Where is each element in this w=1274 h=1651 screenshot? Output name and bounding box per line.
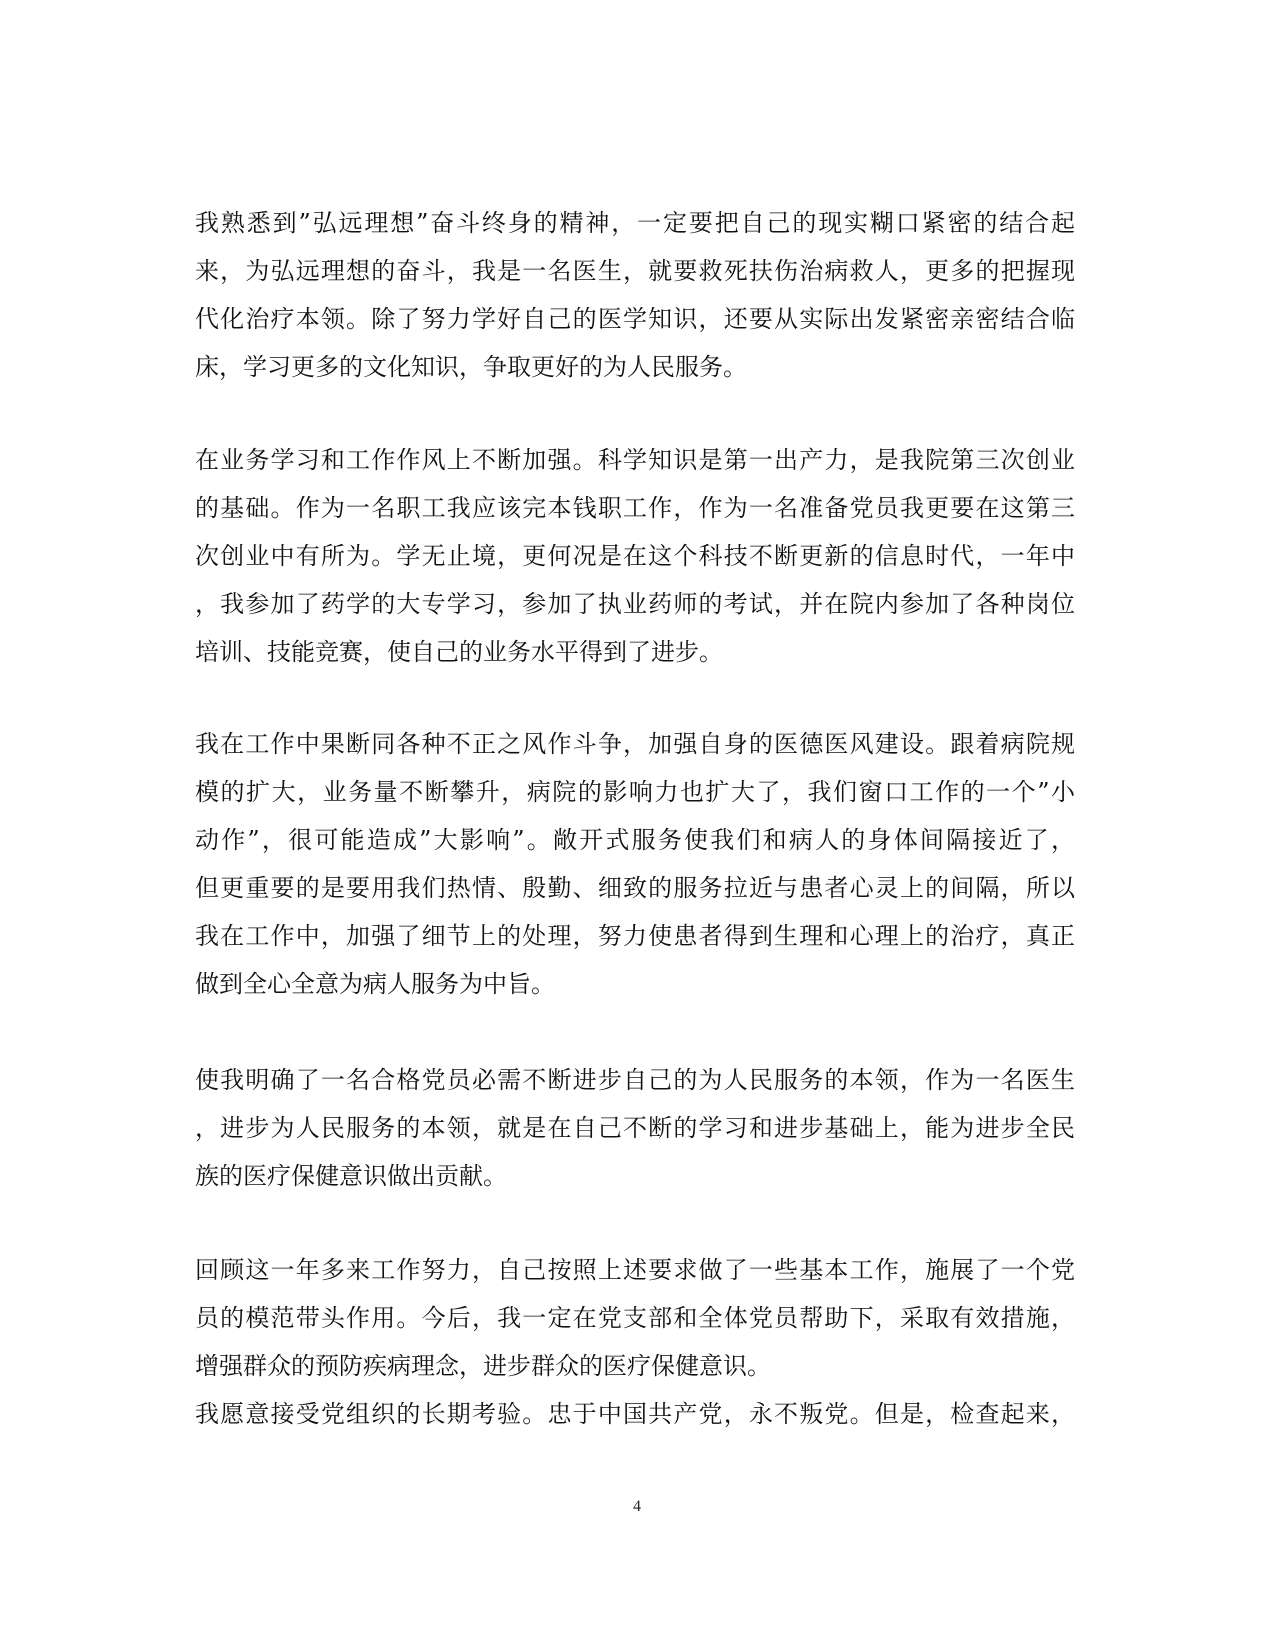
text-line: 族的医疗保健意识做出贡献。 <box>195 1162 507 1190</box>
text-line: 做到全心全意为病人服务为中旨。 <box>195 970 555 998</box>
text-line: 我在工作中，加强了细节上的处理，努力使患者得到生理和心理上的治疗，真正 <box>195 922 1075 950</box>
text-line: 的基础。作为一名职工我应该完本钱职工作，作为一名准备党员我更要在这第三 <box>195 494 1075 522</box>
paragraph-2 <box>195 436 1075 676</box>
text-line: 在业务学习和工作作风上不断加强。科学知识是第一出产力，是我院第三次创业 <box>195 446 1075 474</box>
text-line: 使我明确了一名合格党员必需不断进步自己的为人民服务的本领，作为一名医生 <box>195 1066 1075 1094</box>
text-line: 模的扩大，业务量不断攀升，病院的影响力也扩大了，我们窗口工作的一个”小 <box>195 778 1075 806</box>
text-line: 回顾这一年多来工作努力，自己按照上述要求做了一些基本工作，施展了一个党 <box>195 1256 1075 1284</box>
text-line: ，我参加了药学的大专学习，参加了执业药师的考试，并在院内参加了各种岗位 <box>195 590 1075 618</box>
text-line: 次创业中有所为。学无止境，更何况是在这个科技不断更新的信息时代，一年中 <box>195 542 1075 570</box>
text-line: 床，学习更多的文化知识，争取更好的为人民服务。 <box>195 353 747 381</box>
text-line: 我在工作中果断同各种不正之风作斗争，加强自身的医德医风建设。跟着病院规 <box>195 730 1075 758</box>
text-line: ，进步为人民服务的本领，就是在自己不断的学习和进步基础上，能为进步全民 <box>195 1114 1075 1142</box>
paragraph-5 <box>195 1246 1075 1438</box>
text-line: 我愿意接受党组织的长期考验。忠于中国共产党，永不叛党。但是，检查起来， <box>195 1400 1075 1428</box>
paragraph-4 <box>195 1056 1075 1200</box>
text-line: 动作”，很可能造成”大影响”。敞开式服务使我们和病人的身体间隔接近了， <box>195 826 1075 854</box>
text-line: 培训、技能竞赛，使自己的业务水平得到了进步。 <box>195 638 723 666</box>
page-number: 4 <box>633 1498 641 1515</box>
text-line: 员的模范带头作用。今后，我一定在党支部和全体党员帮助下，采取有效措施， <box>195 1304 1075 1332</box>
paragraph-3 <box>195 720 1075 1008</box>
text-line: 我熟悉到”弘远理想”奋斗终身的精神，一定要把自己的现实糊口紧密的结合起 <box>195 209 1075 237</box>
text-line: 来，为弘远理想的奋斗，我是一名医生，就要救死扶伤治病救人，更多的把握现 <box>195 257 1075 285</box>
paragraph-1 <box>195 199 1075 391</box>
text-line: 增强群众的预防疾病理念，进步群众的医疗保健意识。 <box>195 1352 771 1380</box>
text-line: 代化治疗本领。除了努力学好自己的医学知识，还要从实际出发紧密亲密结合临 <box>195 305 1075 333</box>
text-line: 但更重要的是要用我们热情、殷勤、细致的服务拉近与患者心灵上的间隔，所以 <box>195 874 1075 902</box>
